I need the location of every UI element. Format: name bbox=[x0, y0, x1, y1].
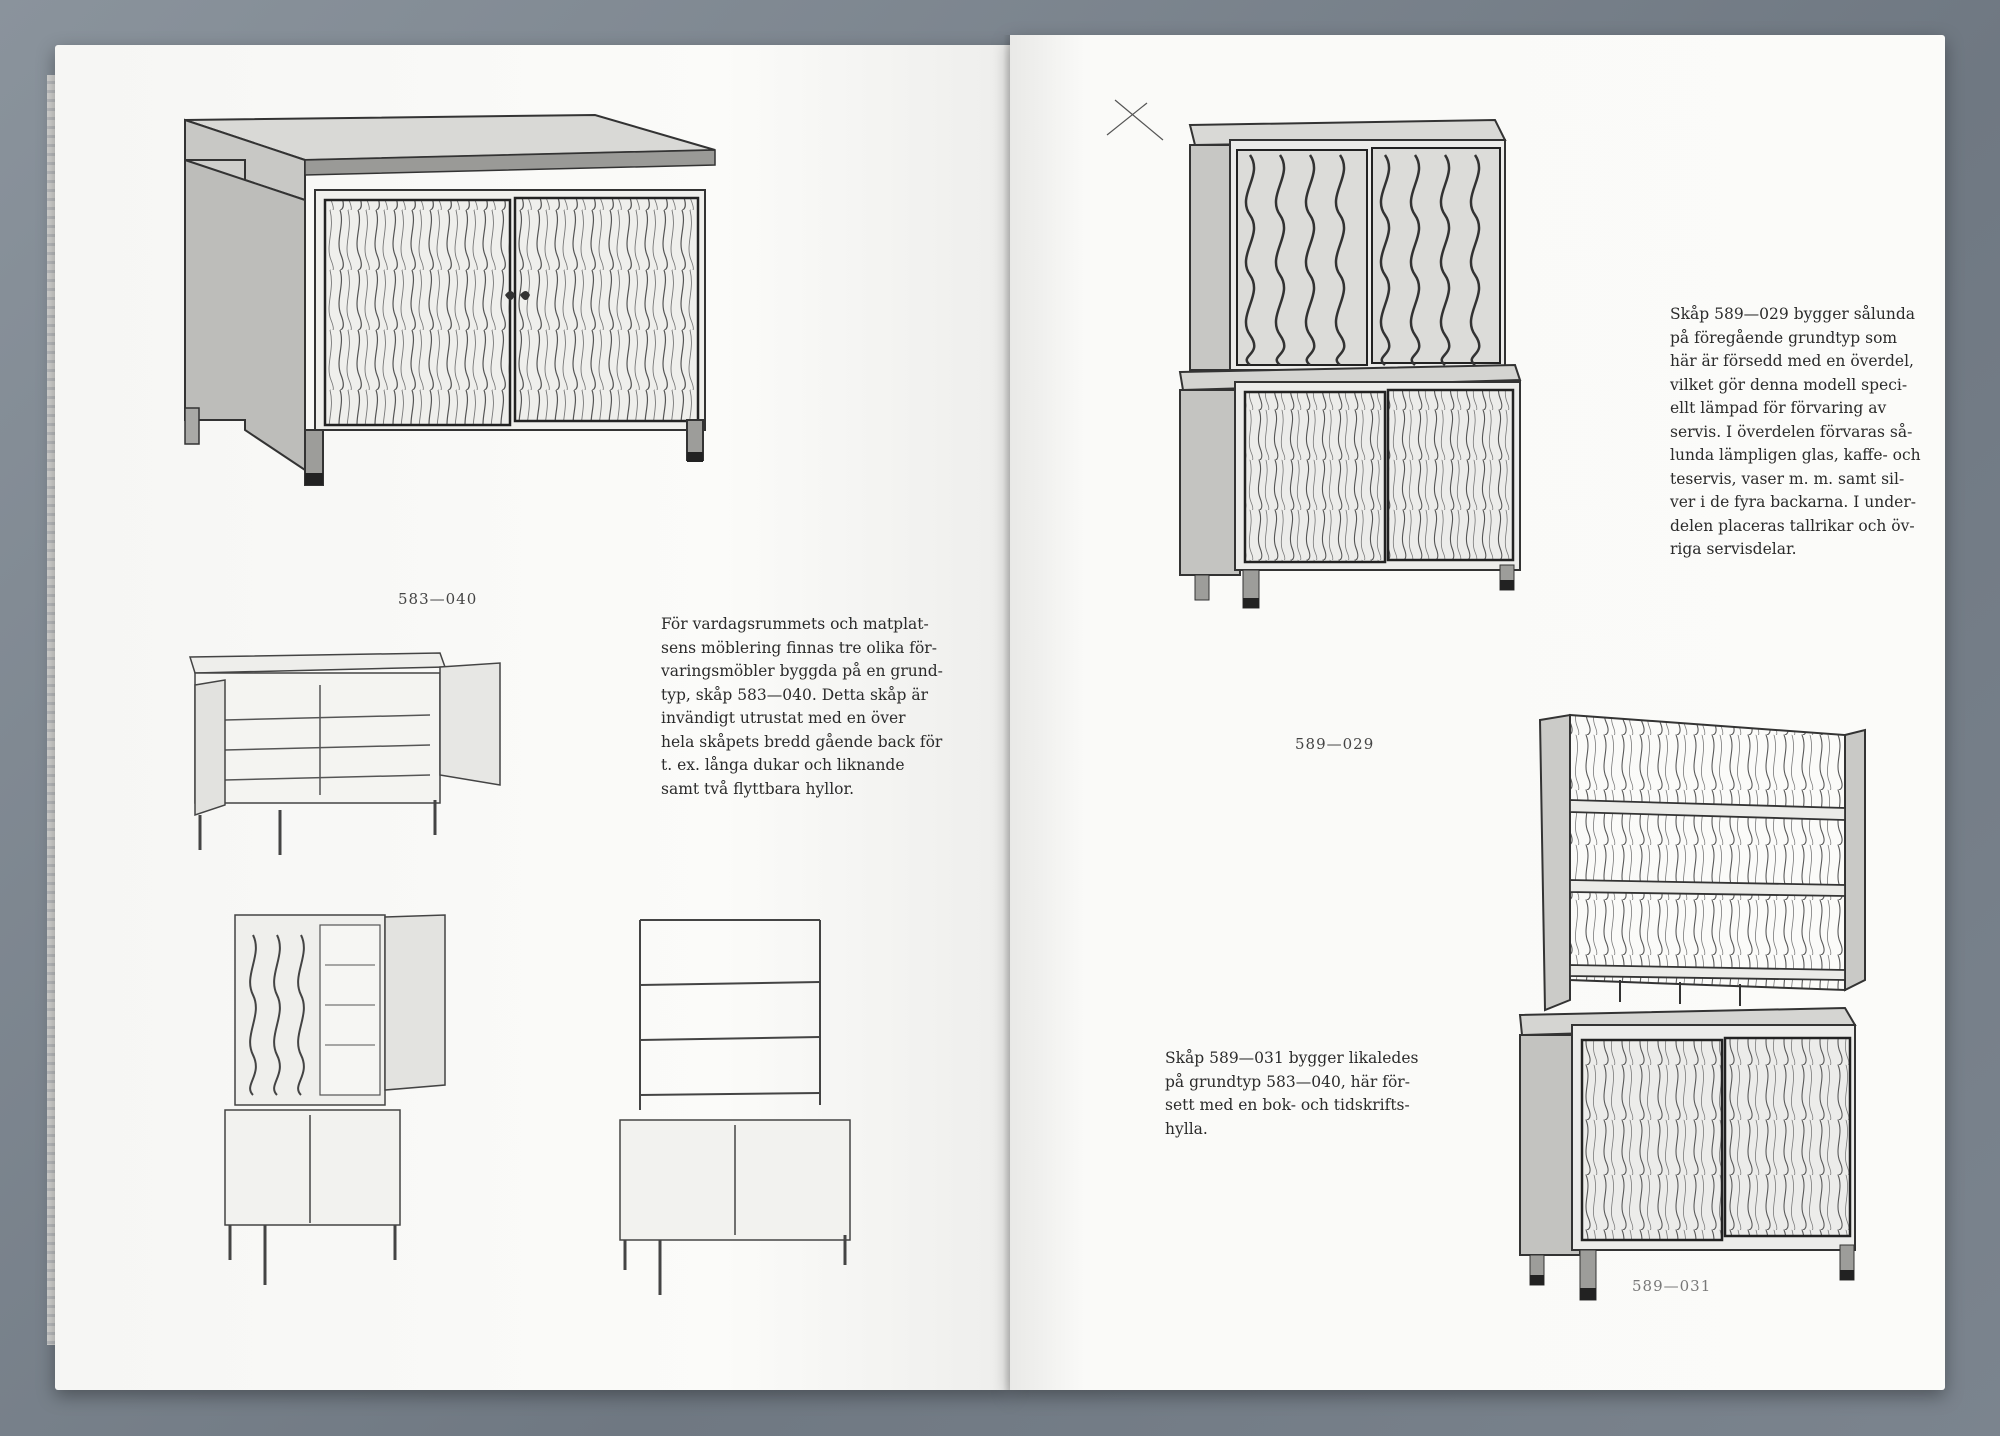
open-booklet bbox=[55, 35, 1945, 1395]
caption-589-031: 589—031 bbox=[1632, 1277, 1712, 1295]
paragraph-line: hela skåpets bredd gående back för bbox=[661, 732, 943, 751]
cabinet-open-interior-illustration bbox=[180, 645, 580, 865]
right-page bbox=[1010, 35, 1945, 1390]
paragraph-line: servis. I överdelen förvaras så- bbox=[1670, 422, 1913, 441]
paragraph-line: samt två flyttbara hyllor. bbox=[661, 779, 855, 798]
paragraph-line: teservis, vaser m. m. samt sil- bbox=[1670, 469, 1905, 488]
left-page bbox=[55, 45, 1010, 1390]
paragraph-line: riga servisdelar. bbox=[1670, 540, 1797, 558]
paragraph-line: delen placeras tallrikar och öv- bbox=[1670, 516, 1915, 535]
paragraph-line: vilket gör denna modell speci- bbox=[1670, 375, 1908, 394]
cabinet-589-029-illustration bbox=[1175, 110, 1535, 610]
paragraph-line: på grundtyp 583—040, här för- bbox=[1165, 1072, 1410, 1091]
cabinet-583-040-illustration bbox=[175, 90, 735, 490]
paragraph-589-031 bbox=[1165, 1047, 1455, 1141]
cabinet-589-029-small-illustration bbox=[205, 905, 505, 1295]
paragraph-line: sens möblering finnas tre olika för- bbox=[661, 638, 937, 657]
paragraph-line: För vardagsrummets och matplat- bbox=[661, 615, 929, 633]
paragraph-line: ellt lämpad för förvaring av bbox=[1670, 399, 1887, 417]
paragraph-line: här är försedd med en överdel, bbox=[1670, 352, 1914, 370]
paragraph-589-029 bbox=[1670, 303, 1935, 562]
paragraph-line: invändigt utrustat med en över bbox=[661, 709, 906, 727]
cabinet-589-031-illustration bbox=[1510, 680, 1910, 1340]
caption-583-040: 583—040 bbox=[398, 590, 478, 608]
paragraph-line: varingsmöbler byggda på en grund- bbox=[661, 662, 943, 680]
paragraph-line: på föregående grundtyp som bbox=[1670, 328, 1898, 347]
paragraph-line: Skåp 589—031 bygger likaledes bbox=[1165, 1049, 1419, 1067]
paragraph-line: Skåp 589—029 bygger sålunda bbox=[1670, 305, 1916, 323]
caption-589-029: 589—029 bbox=[1295, 735, 1375, 753]
paragraph-line: sett med en bok- och tidskrifts- bbox=[1165, 1096, 1410, 1114]
pencil-cross-mark bbox=[1105, 95, 1165, 149]
paragraph-line: hylla. bbox=[1165, 1119, 1208, 1138]
paragraph-line: lunda lämpligen glas, kaffe- och bbox=[1670, 446, 1921, 464]
paragraph-line: typ, skåp 583—040. Detta skåp är bbox=[661, 685, 929, 704]
paragraph-line: ver i de fyra backarna. I under- bbox=[1670, 493, 1916, 511]
paragraph-intro bbox=[661, 613, 951, 801]
cabinet-589-031-small-illustration bbox=[610, 910, 890, 1300]
paragraph-line: t. ex. långa dukar och liknande bbox=[661, 756, 905, 774]
